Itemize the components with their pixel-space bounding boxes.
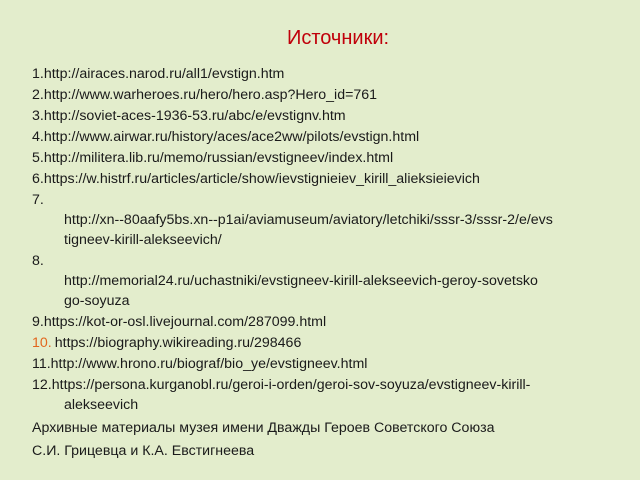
item-number: 5. (32, 150, 44, 166)
source-link[interactable]: http://www.warheroes.ru/hero/hero.asp?Hero_id=761 (43, 87, 378, 103)
list-item (32, 190, 624, 250)
archive-note-continued: С.И. Грицевца и К.А. Евстигнеева (32, 443, 255, 459)
source-link[interactable]: http://www.airwar.ru/history/aces/ace2ww/pilots/evstign.html (43, 129, 420, 145)
item-number: 10. (32, 335, 52, 351)
list-item (32, 312, 624, 332)
source-link-line[interactable]: alekseevich (64, 397, 139, 413)
list-item (32, 106, 624, 126)
item-number: 12. (32, 377, 52, 393)
list-item (32, 251, 624, 311)
item-number: 8. (32, 253, 44, 269)
item-number: 9. (32, 314, 44, 330)
item-number: 7. (32, 192, 44, 208)
sources-list (32, 64, 624, 462)
source-link[interactable]: http://www.hrono.ru/biograf/bio_ye/evstigneev.html (50, 356, 368, 372)
list-item (32, 354, 624, 374)
source-link-line[interactable]: http://memorial24.ru/uchastniki/evstigneev-kirill-alekseevich-geroy-sovetsko (64, 273, 538, 289)
archive-note: Архивные материалы музея имени Дважды Героев Советского Союза (32, 420, 495, 436)
item-number: 4. (32, 129, 44, 145)
list-item (32, 375, 624, 415)
list-item (32, 127, 624, 147)
source-link[interactable]: https://biography.wikireading.ru/298466 (54, 335, 302, 351)
item-number: 1. (32, 66, 44, 82)
source-link[interactable]: http://airaces.narod.ru/all1/evstign.htm (43, 66, 285, 82)
list-item (32, 64, 624, 84)
list-item (32, 85, 624, 105)
source-link[interactable]: http://soviet-aces-1936-53.ru/abc/e/evstignv.htm (43, 108, 346, 124)
page-title: Источники: (286, 27, 390, 49)
item-number: 6. (32, 171, 44, 187)
source-link-line[interactable]: go-soyuza (64, 293, 130, 309)
list-item (32, 169, 624, 189)
source-link[interactable]: https://kot-or-osl.livejournal.com/287099.html (43, 314, 327, 330)
item-number: 2. (32, 87, 44, 103)
source-link-line[interactable]: http://xn--80aafy5bs.xn--p1ai/aviamuseum/aviatory/letchiki/sssr-3/sssr-2/e/evs (64, 212, 553, 228)
source-link[interactable]: https://w.histrf.ru/articles/article/show/ievstignieiev_kirill_alieksieievich (43, 171, 480, 187)
item-number: 11. (32, 356, 51, 372)
source-link-line[interactable]: https://persona.kurganobl.ru/geroi-i-orden/geroi-sov-soyuza/evstigneev-kirill- (51, 377, 531, 393)
list-item (32, 148, 624, 168)
source-link[interactable]: http://militera.lib.ru/memo/russian/evstigneev/index.html (43, 150, 394, 166)
item-number: 3. (32, 108, 44, 124)
source-link-line[interactable]: tigneev-kirill-alekseevich/ (64, 232, 222, 248)
list-item (32, 333, 624, 353)
